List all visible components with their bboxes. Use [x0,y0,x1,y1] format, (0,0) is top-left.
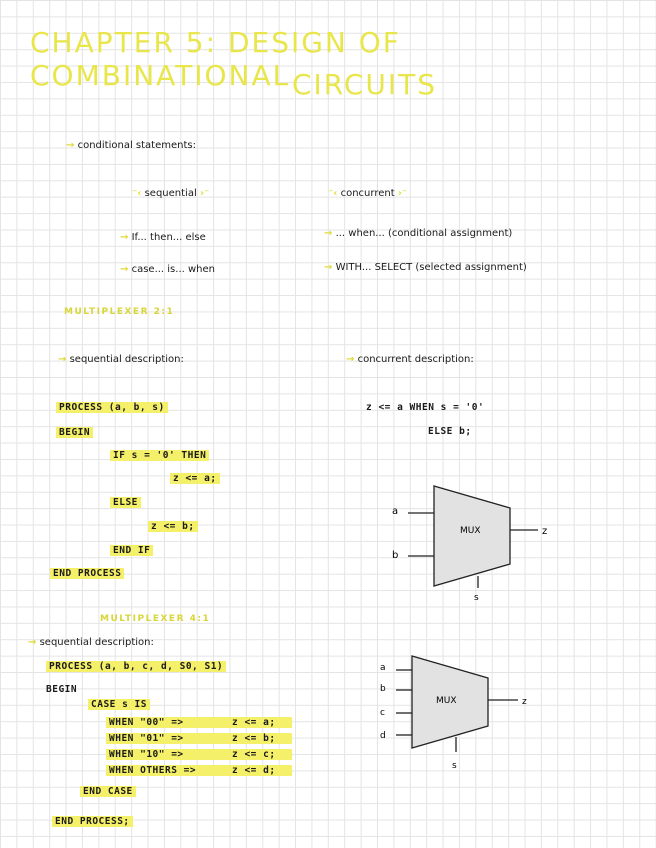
mux41-label: MUX [436,696,457,706]
code-line: END PROCESS; [52,816,133,827]
mux41-in-d-label: d [380,731,386,741]
mux21-out-label: z [542,526,548,537]
when-line [106,733,292,744]
when-assign: z <= d; [232,765,276,776]
mux21-heading: MULTIPLEXER 2:1 [64,307,175,317]
conc-item-2 [324,262,527,273]
mux41-in-b-label: b [380,684,386,694]
code-line: BEGIN [56,427,93,438]
arrow-icon: → [58,354,67,365]
arrow-icon: → [66,140,75,151]
when-line [106,717,292,728]
concurrent-label: concurrent [340,188,395,199]
code-line: END PROCESS [50,568,124,579]
mux21-sel-label: s [474,593,479,603]
code-line: CASE s IS [88,699,150,710]
when-cond: WHEN "00" => [109,717,184,728]
code-line: BEGIN [46,684,78,695]
when-line [106,749,292,760]
mux41-seq-heading-row [28,637,154,648]
when-assign: z <= c; [232,749,276,760]
page-title-line2: CIRCUITS [292,68,438,101]
conc-code-line: ELSE b; [428,426,472,437]
mux41-in-a-label: a [380,663,386,673]
mux21-seq-heading: sequential description: [69,354,184,365]
conditional-heading: conditional statements: [77,140,196,151]
arrow-icon: → [120,232,129,243]
spark-icon: ›⁻ [397,188,408,199]
spark-icon: ⁻‹ [328,188,338,199]
when-cond: WHEN "01" => [109,733,184,744]
conc-item-text: ... when... (conditional assignment) [335,228,513,239]
code-line: IF s = '0' THEN [110,450,209,461]
sequential-label: sequential [144,188,197,199]
mux41-out-label: z [522,697,527,707]
conc-item-text: WITH... SELECT (selected assignment) [335,262,527,273]
mux21-conc-heading-row [346,354,474,365]
arrow-icon: → [324,228,333,239]
when-line [106,765,292,776]
code-line: z <= b; [148,521,198,532]
mux21-conc-heading: concurrent description: [357,354,474,365]
seq-item-1 [120,232,206,243]
mux41-diagram [370,650,550,780]
mux41-seq-heading: sequential description: [39,637,154,648]
conc-item-1 [324,228,512,239]
mux41-sel-label: s [452,761,457,771]
when-assign: z <= a; [232,717,276,728]
mux21-seq-heading-row [58,354,184,365]
page-title: CHAPTER 5: DESIGN OF COMBINATIONAL [30,26,401,92]
mux21-in-a-label: a [392,506,399,517]
mux41-in-c-label: c [380,708,385,718]
conc-code-line: z <= a WHEN s = '0' [366,402,485,413]
sequential-label-row [132,188,209,199]
mux21-in-b-label: b [392,550,399,561]
mux21-diagram [380,476,560,606]
when-cond: WHEN OTHERS => [109,765,197,776]
arrow-icon: → [120,264,129,275]
code-line: z <= a; [170,473,220,484]
code-line: END IF [110,545,153,556]
code-line: PROCESS (a, b, c, d, S0, S1) [46,661,226,672]
seq-item-2 [120,264,215,275]
seq-item-text: If... then... else [131,232,206,243]
when-assign: z <= b; [232,733,276,744]
conditional-heading-row [66,140,196,151]
spark-icon: ›⁻ [199,188,210,199]
arrow-icon: → [28,637,37,648]
mux21-body [434,486,510,586]
concurrent-label-row [328,188,407,199]
when-cond: WHEN "10" => [109,749,184,760]
code-line: PROCESS (a, b, s) [56,402,168,413]
code-line: ELSE [110,497,141,508]
arrow-icon: → [346,354,355,365]
mux21-label: MUX [460,526,481,536]
seq-item-text: case... is... when [131,264,215,275]
spark-icon: ⁻‹ [132,188,142,199]
mux41-heading: MULTIPLEXER 4:1 [100,614,211,624]
arrow-icon: → [324,262,333,273]
code-line: END CASE [80,786,136,797]
